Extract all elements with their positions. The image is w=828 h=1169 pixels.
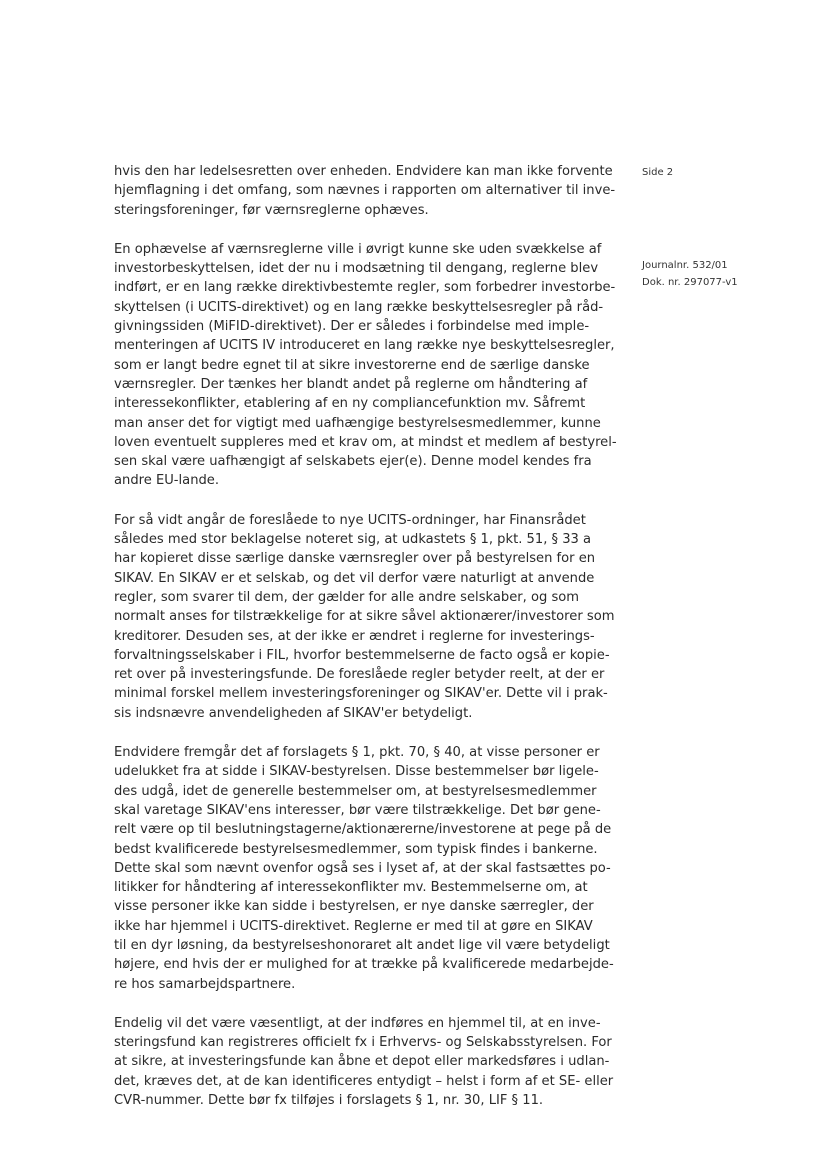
text-line: skyttelsen (i UCITS-direktivet) og en lang række beskyttelsesregler på råd-	[114, 299, 604, 315]
text-line: har kopieret disse særlige danske værnsregler over på bestyrelsen for en	[114, 551, 596, 567]
document-reference	[642, 257, 738, 291]
text-line: SIKAV. En SIKAV er et selskab, og det vil derfor være naturligt at anvende	[114, 570, 595, 586]
text-line: at sikre, at investeringsfunde kan åbne et depot eller markedsføres i udlan-	[114, 1054, 610, 1070]
text-line: det, kræves det, at de kan identificeres entydigt – helst i form af et SE- eller	[114, 1073, 614, 1089]
text-line: værnsregler. Der tænkes her blandt andet på reglerne om håndtering af	[114, 376, 588, 392]
paragraph-2	[114, 240, 617, 491]
text-line: ikke har hjemmel i UCITS-direktivet. Reglerne er med til at gøre en SIKAV	[114, 918, 593, 934]
text-line: Dette skal som nævnt ovenfor også ses i lyset af, at der skal fastsættes po-	[114, 860, 611, 876]
text-line: loven eventuelt suppleres med et krav om, at mindst et medlem af bestyrel-	[114, 434, 617, 450]
text-line: re hos samarbejdspartnere.	[114, 976, 296, 992]
document-number: Dok. nr. 297077-v1	[642, 277, 738, 288]
text-line: skal varetage SIKAV'ens interesser, bør være tilstrækkelige. Det bør gene-	[114, 802, 601, 818]
text-line: Endvidere fremgår det af forslagets § 1, pkt. 70, § 40, at visse personer er	[114, 745, 600, 761]
text-line: relt være op til beslutningstagerne/aktionærerne/investorene at pege på de	[114, 822, 612, 838]
text-line: minimal forskel mellem investeringsforeninger og SIKAV'er. Dette vil i prak-	[114, 686, 608, 702]
text-line: som er langt bedre egnet til at sikre investorerne end de særlige danske	[114, 357, 590, 373]
text-line: kreditorer. Desuden ses, at der ikke er ændret i reglerne for investerings-	[114, 628, 595, 644]
text-line: sen skal være uafhængigt af selskabets ejer(e). Denne model kendes fra	[114, 454, 592, 470]
text-line: litikker for håndtering af interessekonflikter mv. Bestemmelserne om, at	[114, 880, 588, 896]
text-line: bedst kvalificerede bestyrelsesmedlemmer, som typisk findes i bankerne.	[114, 841, 598, 857]
text-line: indført, er en lang række direktivbestemte regler, som forbedrer investorbe-	[114, 280, 616, 296]
paragraph-5	[114, 1014, 614, 1110]
text-line: visse personer ikke kan sidde i bestyrelsen, er nye danske særregler, der	[114, 899, 594, 915]
text-line: man anser det for vigtigt med uafhængige bestyrelsesmedlemmer, kunne	[114, 415, 601, 431]
text-line: givningssiden (MiFID-direktivet). Der er således i forbindelse med imple-	[114, 319, 590, 335]
text-line: CVR-nummer. Dette bør fx tilføjes i forslagets § 1, nr. 30, LIF § 11.	[114, 1093, 544, 1109]
paragraph-4	[114, 743, 614, 994]
text-line: således med stor beklagelse noteret sig, at udkastets § 1, pkt. 51, § 33 a	[114, 532, 592, 548]
text-line: menteringen af UCITS IV introduceret en lang række nye beskyttelsesregler,	[114, 338, 615, 354]
text-line: normalt anses for tilstrækkelige for at sikre såvel aktionærer/investorer som	[114, 609, 615, 625]
text-line: andre EU-lande.	[114, 473, 220, 489]
text-line: forvaltningsselskaber i FIL, hvorfor bestemmelserne de facto også er kopie-	[114, 647, 610, 663]
letter-body	[114, 162, 617, 1130]
text-line: regler, som svarer til dem, der gælder for alle andre selskaber, og som	[114, 589, 580, 605]
text-line: højere, end hvis der er mulighed for at trække på kvalificerede medarbejde-	[114, 957, 614, 973]
text-line: des udgå, idet de generelle bestemmelser om, at bestyrelsesmedlemmer	[114, 783, 597, 799]
text-line: hjemflagning i det omfang, som nævnes i rapporten om alternativer til inve-	[114, 183, 616, 199]
journal-number: Journalnr. 532/01	[642, 260, 728, 271]
text-line: steringsfund kan registreres officielt fx i Erhvervs- og Selskabsstyrelsen. For	[114, 1035, 612, 1051]
text-line: til en dyr løsning, da bestyrelseshonoraret alt andet lige vil være betydeligt	[114, 937, 610, 953]
page-number: Side 2	[642, 167, 674, 178]
paragraph-1	[114, 162, 614, 220]
text-line: En ophævelse af værnsreglerne ville i øvrigt kunne ske uden svækkelse af	[114, 241, 602, 257]
text-line: hvis den har ledelsesretten over enheden. Endvidere kan man ikke forvente	[114, 164, 613, 179]
text-line: udelukket fra at sidde i SIKAV-bestyrelsen. Disse bestemmelser bør ligele-	[114, 764, 599, 780]
text-line: ret over på investeringsfunde. De foreslåede regler betyder reelt, at der er	[114, 667, 605, 683]
text-line: For så vidt angår de foreslåede to nye UCITS-ordninger, har Finansrådet	[114, 512, 586, 528]
text-line: investorbeskyttelsen, idet der nu i modsætning til dengang, reglerne blev	[114, 261, 599, 277]
text-line: sis indsnævre anvendeligheden af SIKAV'er betydeligt.	[114, 705, 473, 721]
paragraph-3	[114, 511, 614, 723]
text-line: interessekonflikter, etablering af en ny compliancefunktion mv. Såfremt	[114, 396, 586, 412]
text-line: steringsforeninger, før værnsreglerne ophæves.	[114, 202, 429, 218]
text-line: Endelig vil det være væsentligt, at der indføres en hjemmel til, at en inve-	[114, 1015, 601, 1031]
